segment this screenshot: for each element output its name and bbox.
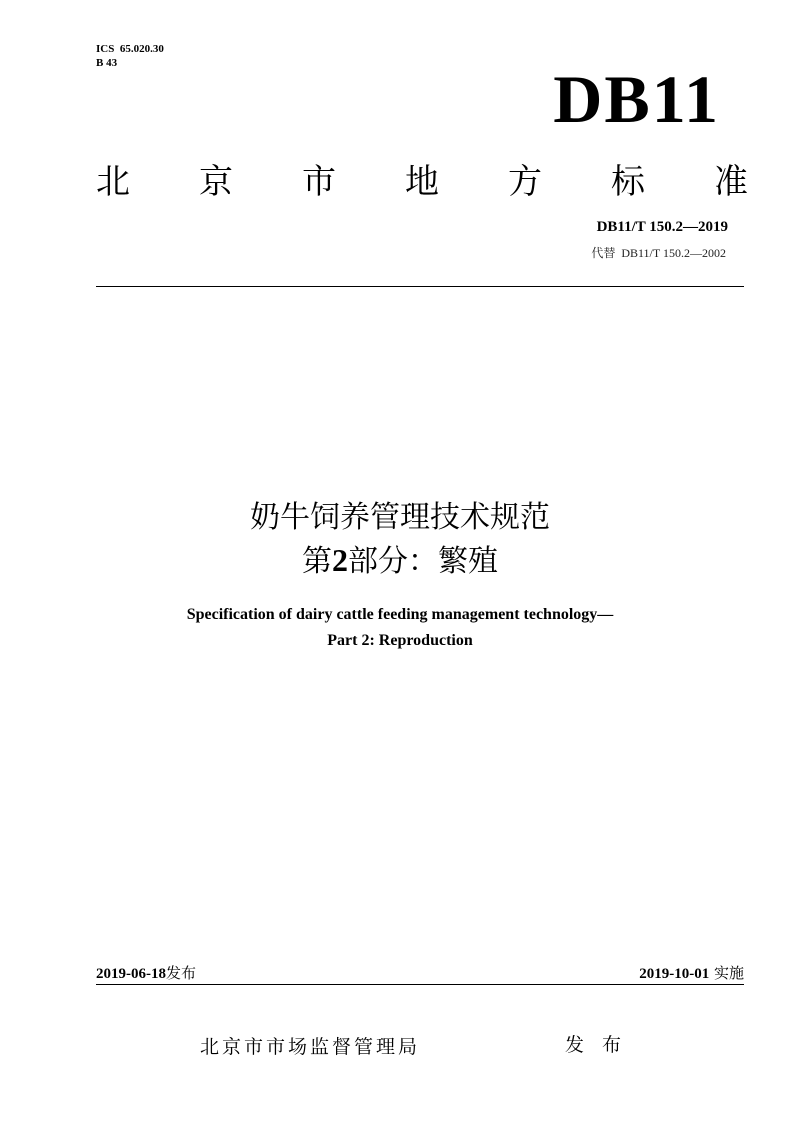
part-suffix: 部分：繁殖 [348, 544, 498, 579]
classification-codes [96, 42, 164, 70]
title-cn-part [0, 536, 800, 580]
dates-row [96, 962, 744, 985]
release-date: 2019-06-18 [96, 966, 166, 982]
standard-number: DB11/T 150.2—2019 [596, 219, 728, 235]
release-block [96, 962, 196, 983]
release-label: 发布 [166, 964, 197, 982]
ics-code: ICS 65.020.30 [96, 43, 164, 55]
subtitle-char: 京 [199, 162, 233, 202]
implement-block [639, 962, 744, 983]
subtitle-char: 市 [302, 162, 336, 202]
header-divider [96, 286, 744, 287]
ccs-code: B 43 [96, 57, 118, 69]
replaces-note: 代替 DB11/T 150.2—2002 [591, 246, 726, 260]
standard-type-title [96, 154, 748, 203]
implement-date: 2019-10-01 [639, 966, 710, 982]
db11-logo: DB11 [553, 61, 720, 137]
implement-label: 实施 [713, 964, 744, 982]
subtitle-char: 标 [611, 162, 645, 202]
title-cn-main: 奶牛饲养管理技术规范 [250, 500, 550, 535]
issuing-authority: 北京市市场监督管理局 [200, 1036, 421, 1058]
subtitle-char: 方 [508, 162, 542, 202]
issue-label: 发 布 [565, 1034, 628, 1056]
subtitle-char: 地 [405, 162, 439, 202]
title-en-main: Specification of dairy cattle feeding management technology— [186, 606, 614, 623]
title-en-part: Part 2: Reproduction [327, 632, 473, 649]
subtitle-char: 北 [96, 162, 130, 202]
part-number: 2 [332, 542, 348, 578]
part-prefix: 第 [302, 544, 332, 579]
subtitle-char: 准 [714, 162, 748, 202]
